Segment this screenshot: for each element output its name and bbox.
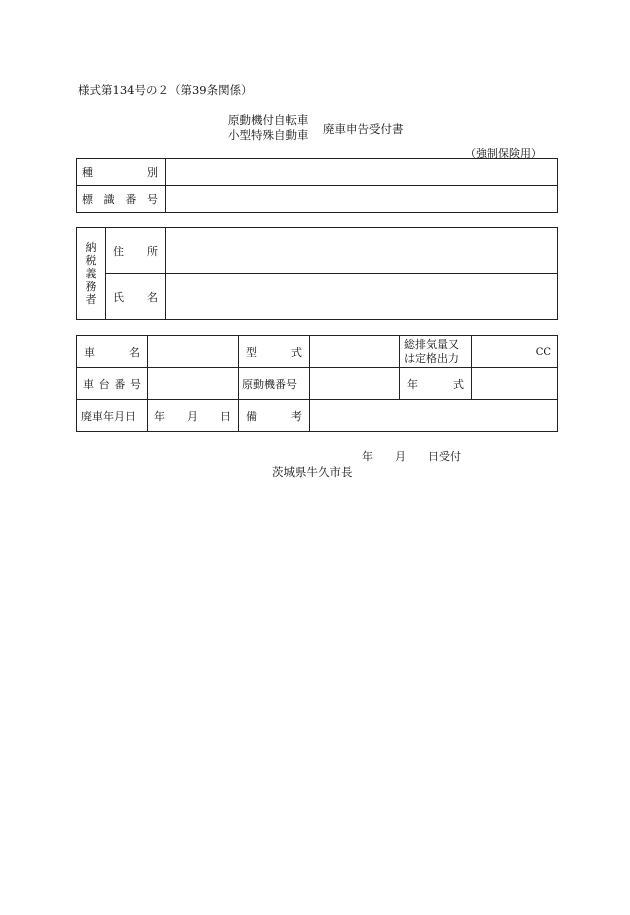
year-model-value-cell[interactable] bbox=[472, 368, 558, 400]
type-value-cell[interactable] bbox=[166, 159, 558, 186]
vehicle-detail-table bbox=[76, 335, 558, 432]
type-label-char-1: 種 bbox=[82, 166, 93, 179]
displacement-label-cell bbox=[400, 336, 472, 368]
frame-char-2: 台 bbox=[98, 377, 110, 391]
date-unit-month: 月 bbox=[187, 409, 198, 423]
frame-number-value-cell[interactable] bbox=[148, 368, 239, 400]
issuer-name: 茨城県牛久市長 bbox=[272, 465, 353, 479]
taxpayer-char-3: 義 bbox=[85, 267, 97, 280]
vehicle-type-table bbox=[76, 158, 558, 213]
engine-number-value-cell[interactable] bbox=[310, 368, 400, 400]
name-char-2: 名 bbox=[147, 290, 158, 304]
taxpayer-char-5: 者 bbox=[85, 293, 97, 306]
vehicle-name-value-cell[interactable] bbox=[148, 336, 239, 368]
taxpayer-char-4: 務 bbox=[85, 280, 97, 293]
address-char-2: 所 bbox=[147, 244, 158, 258]
model-char-1: 型 bbox=[246, 345, 257, 359]
year-model-label-cell bbox=[400, 368, 472, 400]
model-label-cell bbox=[239, 336, 310, 368]
type-label-cell bbox=[77, 159, 166, 186]
frame-number-label-cell bbox=[77, 368, 148, 400]
frame-char-3: 番 bbox=[114, 377, 126, 391]
vehicle-name-char-1: 車 bbox=[84, 345, 95, 359]
date-unit-year: 年 bbox=[154, 409, 165, 423]
model-value-cell[interactable] bbox=[310, 336, 400, 368]
frame-char-1: 車 bbox=[83, 377, 94, 391]
name-char-1: 氏 bbox=[113, 290, 124, 304]
plate-number-value-cell[interactable] bbox=[166, 186, 558, 213]
form-number: 様式第134号の２（第39条関係） bbox=[78, 83, 253, 97]
taxpayer-char-1: 納 bbox=[85, 241, 97, 254]
plate-label-char-4: 号 bbox=[146, 193, 158, 206]
date-unit-day: 日 bbox=[220, 409, 231, 423]
type-label-char-2: 別 bbox=[147, 166, 158, 179]
receipt-date: 年 月 日受付 bbox=[362, 450, 461, 463]
displacement-label-line-1: 総排気量又 bbox=[404, 337, 459, 351]
cc-unit: CC bbox=[535, 347, 551, 358]
plate-label-char-2: 識 bbox=[103, 193, 115, 206]
vehicle-name-char-2: 名 bbox=[129, 345, 140, 359]
address-char-1: 住 bbox=[113, 244, 124, 258]
scrap-date-value-cell[interactable] bbox=[148, 400, 239, 432]
engine-number-label-cell: 原動機番号 bbox=[239, 368, 310, 400]
year-model-char-1: 年 bbox=[407, 377, 418, 391]
title-suffix: 廃車申告受付書 bbox=[323, 122, 404, 136]
taxpayer-char-2: 税 bbox=[85, 254, 97, 267]
model-char-2: 式 bbox=[291, 345, 302, 359]
remarks-label-cell bbox=[239, 400, 310, 432]
insurance-note: （強制保険用） bbox=[465, 147, 542, 160]
name-label-cell bbox=[106, 274, 166, 320]
displacement-label-line-2: は定格出力 bbox=[404, 351, 459, 365]
name-value-cell[interactable] bbox=[166, 274, 558, 320]
displacement-value-cell[interactable] bbox=[472, 336, 558, 368]
taxpayer-side-label bbox=[77, 228, 106, 320]
frame-char-4: 号 bbox=[129, 377, 141, 391]
address-value-cell[interactable] bbox=[166, 228, 558, 274]
plate-label-char-3: 番 bbox=[125, 193, 137, 206]
remarks-value-cell[interactable] bbox=[310, 400, 558, 432]
scrap-date-label-cell: 廃車年月日 bbox=[77, 400, 148, 432]
plate-label-char-1: 標 bbox=[82, 193, 93, 206]
title-line-2: 小型特殊自動車 bbox=[228, 128, 309, 142]
vehicle-name-label-cell bbox=[77, 336, 148, 368]
remarks-char-2: 考 bbox=[291, 409, 302, 423]
taxpayer-table bbox=[76, 227, 558, 320]
title-line-1: 原動機付自転車 bbox=[228, 113, 309, 127]
title-vehicle-types bbox=[228, 113, 309, 143]
address-label-cell bbox=[106, 228, 166, 274]
plate-number-label-cell bbox=[77, 186, 166, 213]
remarks-char-1: 備 bbox=[246, 409, 257, 423]
year-model-char-2: 式 bbox=[453, 377, 464, 391]
